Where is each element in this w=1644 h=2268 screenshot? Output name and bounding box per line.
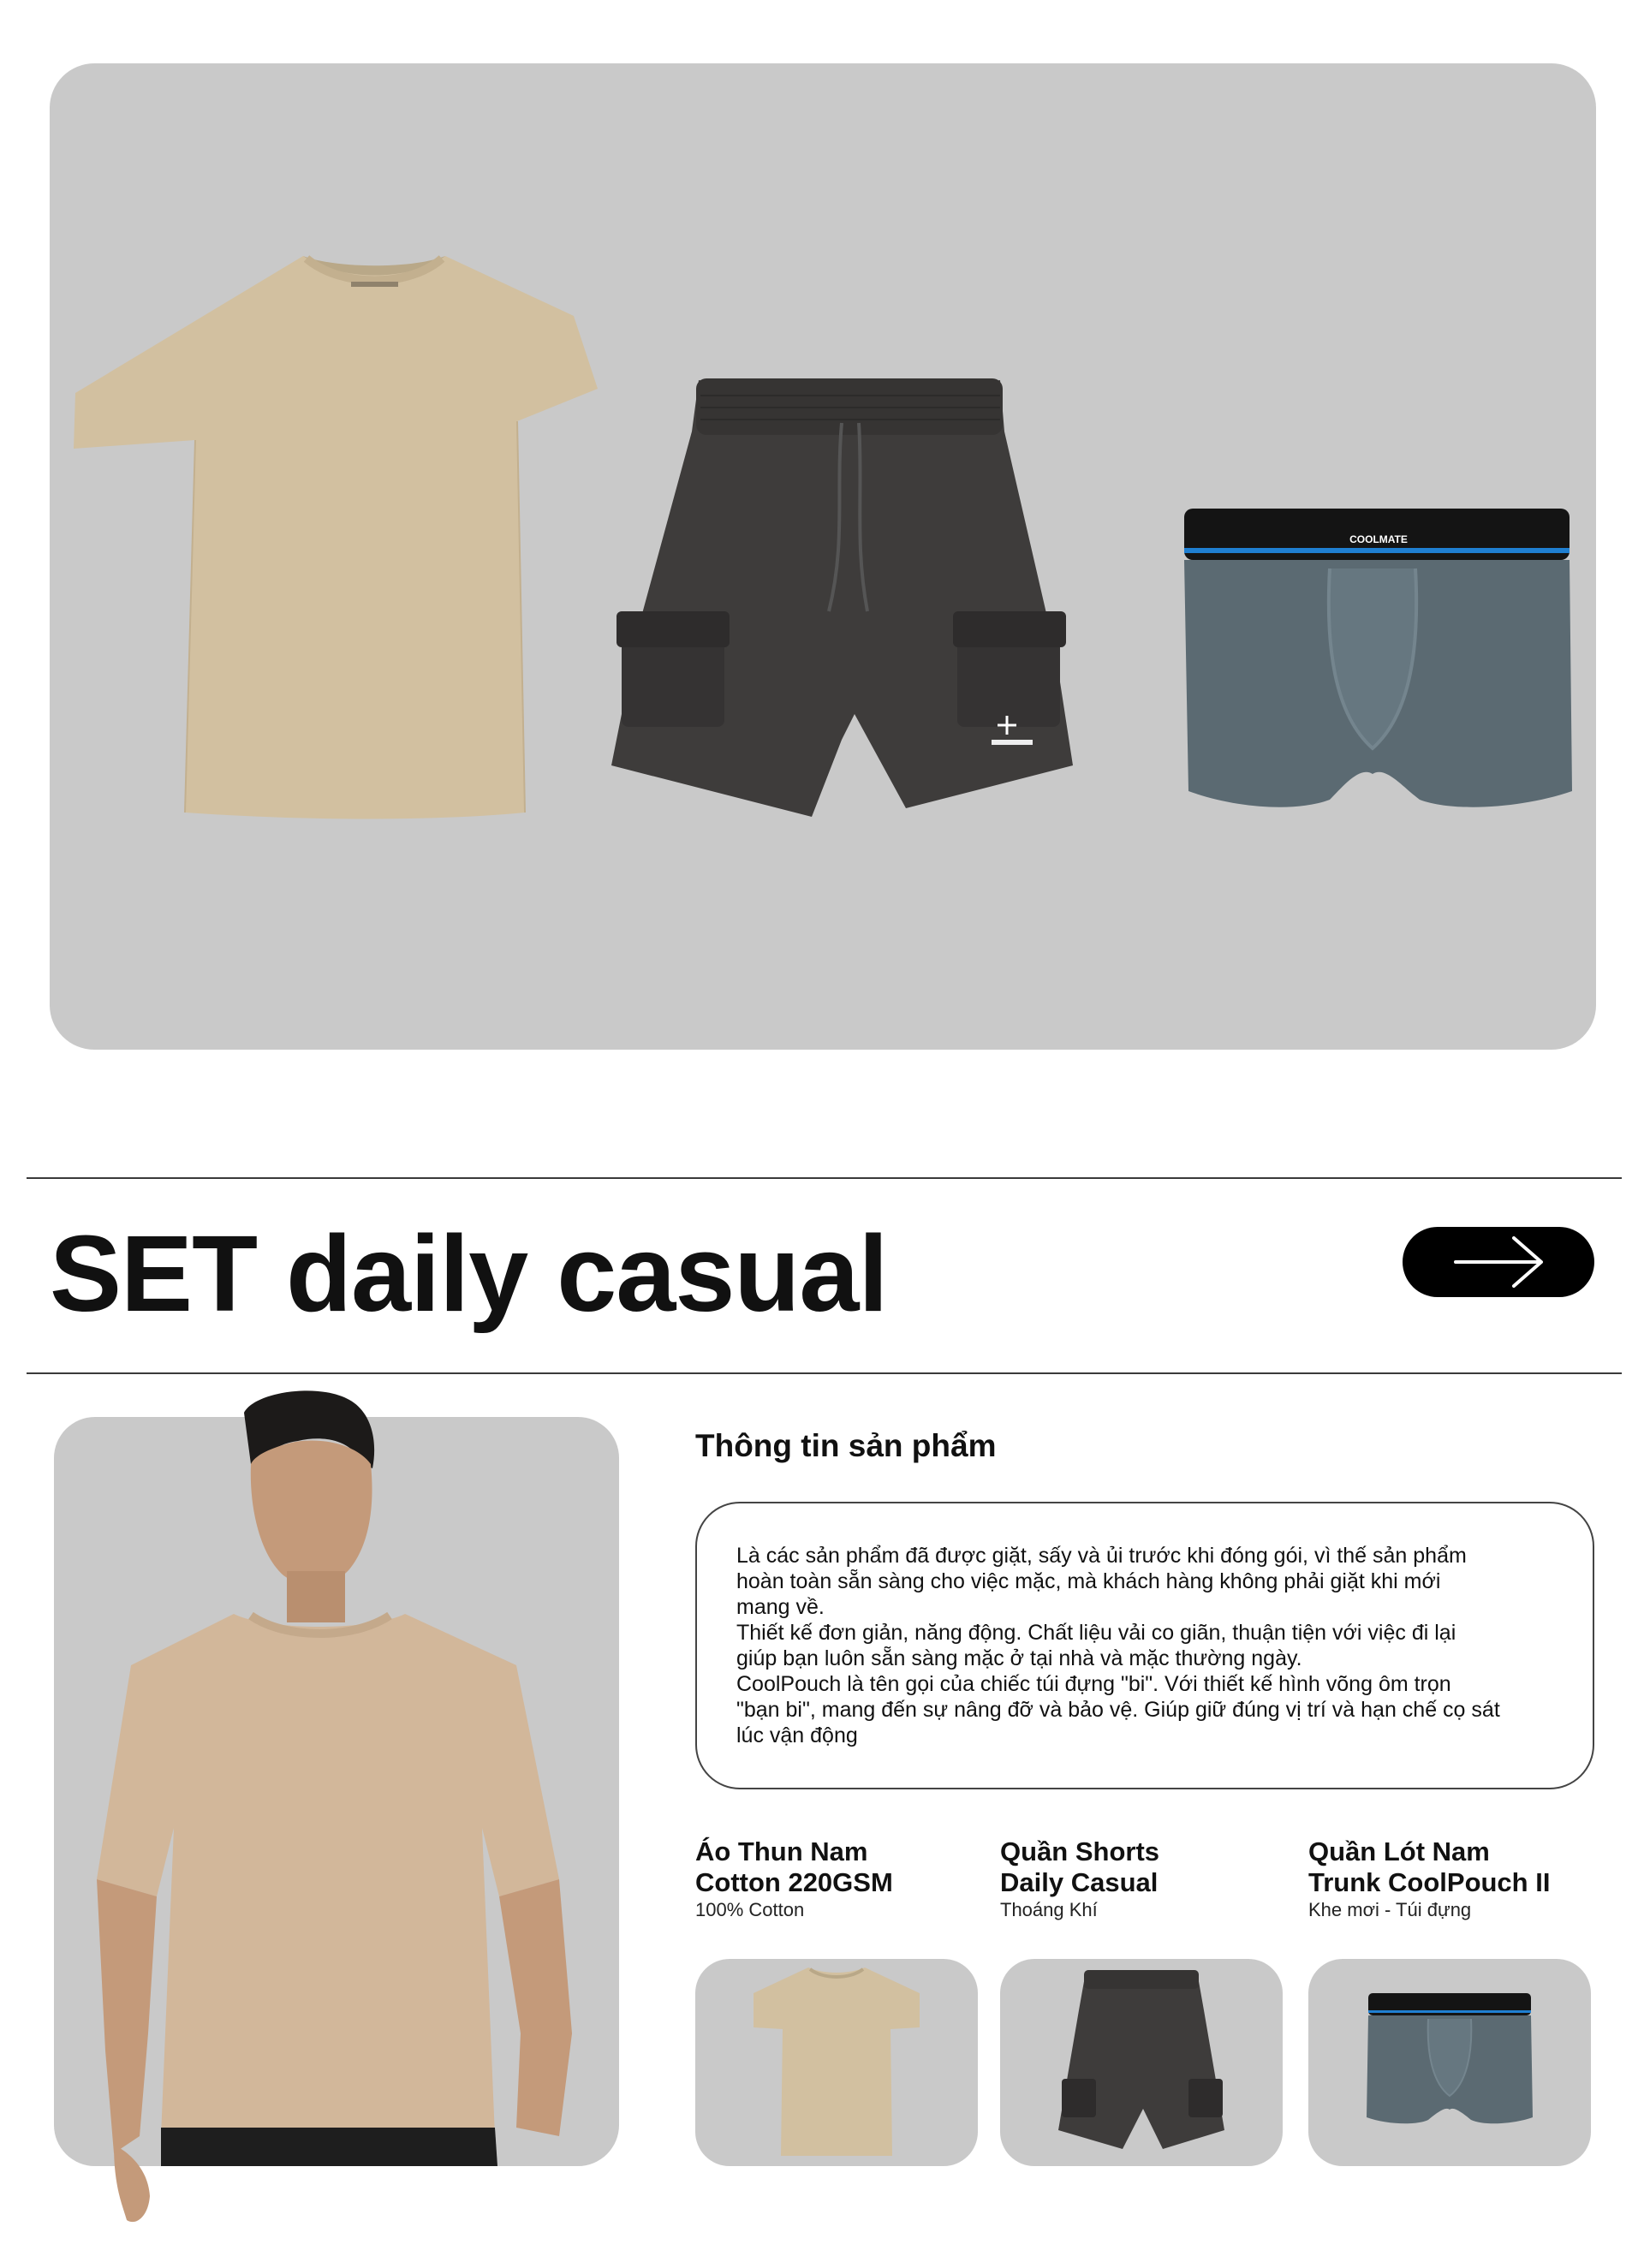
hero-shorts-image [611, 378, 1073, 817]
trunk-icon [1308, 1959, 1591, 2166]
description-line: Thiết kế đơn giản, năng động. Chất liệu vải co giãn, thuận tiện với việc đi lại [736, 1621, 1456, 1645]
shorts-icon [1000, 1959, 1283, 2166]
top-divider [27, 1177, 1622, 1179]
description-line: Là các sản phẩm đã được giặt, sấy và ủi trước khi đóng gói, vì thế sản phẩm [736, 1544, 1467, 1568]
trunk-thumbnail[interactable] [1308, 1959, 1591, 2166]
description-line: giúp bạn luôn sẵn sàng mặc ở tại nhà và mặc thường ngày. [736, 1646, 1302, 1670]
product-name-line2: Cotton 220GSM [695, 1867, 893, 1897]
hero-trunk-image [1184, 509, 1572, 807]
product-subtitle: Khe mơi - Túi đựng [1308, 1899, 1472, 1920]
product-name-line1: Áo Thun Nam [695, 1836, 868, 1866]
tshirt-thumbnail[interactable] [695, 1959, 978, 2166]
description-line: "bạn bi", mang đến sự nâng đỡ và bảo vệ. Giúp giữ đúng vị trí và hạn chế cọ sát [736, 1698, 1500, 1722]
product-item-trunk[interactable] [1308, 1836, 1591, 1922]
product-name-line1: Quần Shorts [1000, 1836, 1160, 1866]
product-info-heading: Thông tin sản phẩm [695, 1428, 997, 1463]
product-subtitle: Thoáng Khí [1000, 1899, 1098, 1920]
hero-tshirt-image [74, 256, 598, 819]
product-subtitle: 100% Cotton [695, 1899, 805, 1920]
description-line: mang về. [736, 1595, 825, 1619]
hero-brand-label: COOLMATE [1349, 533, 1408, 545]
product-description-box [695, 1502, 1594, 1789]
arrow-right-icon [1403, 1227, 1594, 1297]
set-title: SET daily casual [50, 1213, 888, 1334]
description-line: CoolPouch là tên gọi của chiếc túi đựng "bi". Với thiết kế hình võng ôm trọn [736, 1672, 1451, 1696]
bottom-divider [27, 1372, 1622, 1374]
product-name-line2: Daily Casual [1000, 1867, 1159, 1897]
model-photo [54, 1383, 619, 2239]
description-line: hoàn toàn sẵn sàng cho việc mặc, mà khách hàng không phải giặt khi mới [736, 1569, 1441, 1593]
product-name-line1: Quần Lót Nam [1308, 1836, 1490, 1866]
product-name-line2: Trunk CoolPouch II [1308, 1867, 1551, 1897]
next-arrow-button[interactable] [1403, 1227, 1594, 1297]
hero-product-banner [50, 63, 1596, 1050]
product-item-tshirt[interactable] [695, 1836, 978, 1922]
product-item-shorts[interactable] [1000, 1836, 1283, 1922]
description-line: lúc vận động [736, 1723, 858, 1747]
shorts-thumbnail[interactable] [1000, 1959, 1283, 2166]
tshirt-icon [695, 1959, 978, 2166]
